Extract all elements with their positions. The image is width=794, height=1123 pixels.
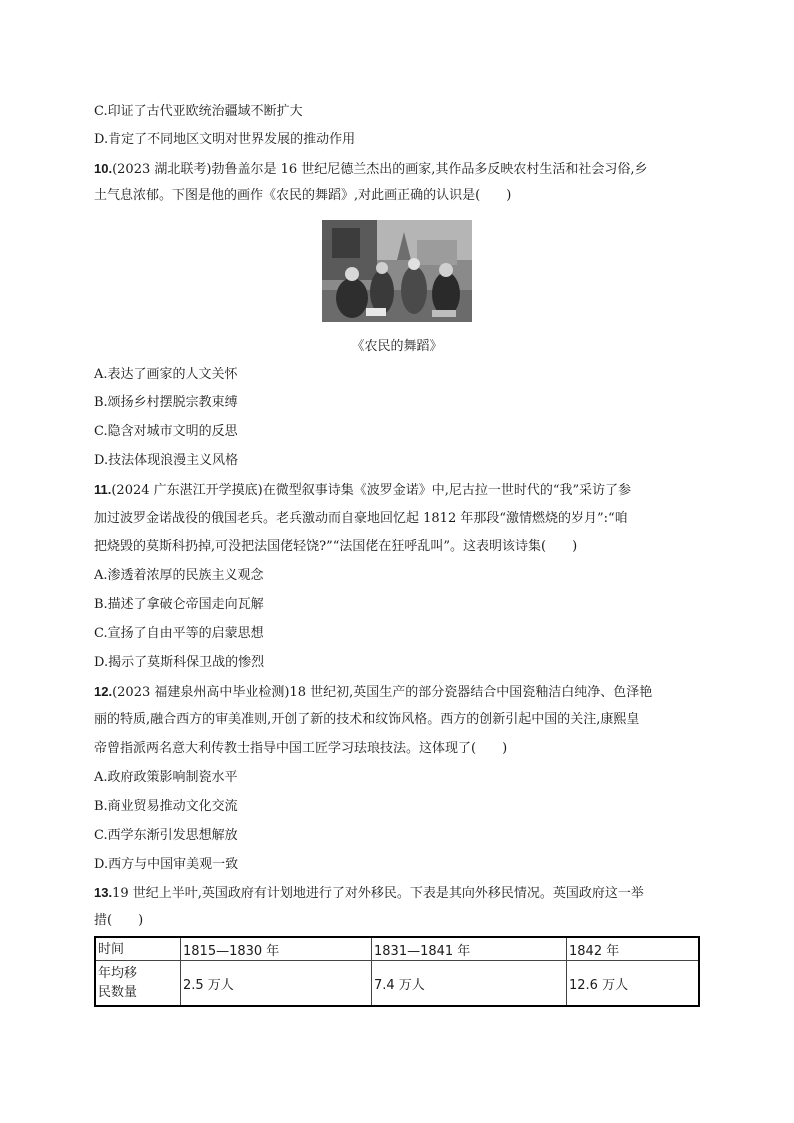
table-header-time: 时间 — [95, 937, 181, 961]
table-row-label — [95, 961, 181, 1007]
peasant-dance-painting — [322, 220, 472, 322]
table-header-period1: 1815—1830 年 — [181, 937, 372, 961]
table-cell-period2: 7.4 万人 — [372, 961, 567, 1007]
q12-option-b: B.商业贸易推动文化交流 — [94, 799, 238, 814]
q13-stem-line1 — [94, 884, 644, 903]
q12-option-d: D.西方与中国审美观一致 — [94, 857, 239, 872]
q10-option-d: D.技法体现浪漫主义风格 — [94, 453, 239, 468]
q10-option-b: B.颂扬乡村摆脱宗教束缚 — [94, 395, 238, 410]
q10-stem-line2: 土气息浓郁。下图是他的画作《农民的舞蹈》,对此画正确的认识是( ) — [94, 188, 512, 203]
painting-caption: 《农民的舞蹈》 — [351, 339, 443, 354]
q12-option-c: C.西学东渐引发思想解放 — [94, 828, 238, 843]
q12-stem-text1: (2023 福建泉州高中毕业检测)18 世纪初,英国生产的部分瓷器结合中国瓷釉洁白纯净、色泽艳 — [112, 685, 653, 700]
q12-stem-line2: 丽的特质,融合西方的审美准则,开创了新的技术和纹饰风格。西方的创新引起中国的关注,康熙皇 — [94, 712, 640, 727]
table-row — [95, 961, 699, 1007]
table-cell-period3: 12.6 万人 — [567, 961, 700, 1007]
table-header-row — [95, 937, 699, 961]
q11-stem-line2: 加过波罗金诺战役的俄国老兵。老兵激动而自豪地回忆起 1812 年那段“激情燃烧的岁月”:“咱 — [94, 511, 628, 526]
emigration-table — [94, 936, 700, 1007]
q11-stem-text1: (2024 广东湛江开学摸底)在微型叙事诗集《波罗金诺》中,尼古拉一世时代的“我”采访了参 — [111, 483, 632, 498]
q12-number: 12. — [94, 684, 113, 699]
q13-stem-text1: 19 世纪上半叶,英国政府有计划地进行了对外移民。下表是其向外移民情况。英国政府这一举 — [112, 886, 644, 901]
table-cell-period1: 2.5 万人 — [181, 961, 372, 1007]
q11-option-a: A.渗透着浓厚的民族主义观念 — [94, 568, 264, 583]
q10-number: 10. — [94, 161, 113, 176]
q11-number: 11. — [94, 482, 112, 497]
painting-illustration — [322, 220, 472, 322]
q11-stem-line1 — [94, 481, 631, 500]
q11-option-b: B.描述了拿破仑帝国走向瓦解 — [94, 597, 264, 612]
table-header-period3: 1842 年 — [567, 937, 700, 961]
q12-option-a: A.政府政策影响制瓷水平 — [94, 770, 238, 785]
q10-option-c: C.隐含对城市文明的反思 — [94, 424, 238, 439]
q11-stem-line3: 把烧毁的莫斯科扔掉,可没把法国佬轻饶?”“法国佬在狂呼乱叫”。这表明该诗集( ) — [94, 539, 578, 554]
q9-option-c: C.印证了古代亚欧统治疆域不断扩大 — [94, 104, 303, 119]
q10-stem-text1: (2023 湖北联考)勃鲁盖尔是 16 世纪尼德兰杰出的画家,其作品多反映农村生活和社会习俗,乡 — [112, 162, 648, 177]
q10-option-a: A.表达了画家的人文关怀 — [94, 367, 238, 382]
q11-option-d: D.揭示了莫斯科保卫战的惨烈 — [94, 655, 265, 670]
q12-stem-line1 — [94, 683, 652, 702]
table-row-label-line1: 年均移 — [98, 966, 138, 981]
q12-stem-line3: 帝曾指派两名意大利传教士指导中国工匠学习珐琅技法。这体现了( ) — [94, 741, 508, 756]
q13-number: 13. — [94, 885, 113, 900]
q13-stem-line2: 措( ) — [94, 913, 144, 928]
table-row-label-line2: 民数量 — [98, 985, 138, 1000]
q11-option-c: C.宣扬了自由平等的启蒙思想 — [94, 626, 264, 641]
q9-option-d: D.肯定了不同地区文明对世界发展的推动作用 — [94, 132, 356, 147]
table-header-period2: 1831—1841 年 — [372, 937, 567, 961]
q10-stem-line1 — [94, 160, 648, 179]
